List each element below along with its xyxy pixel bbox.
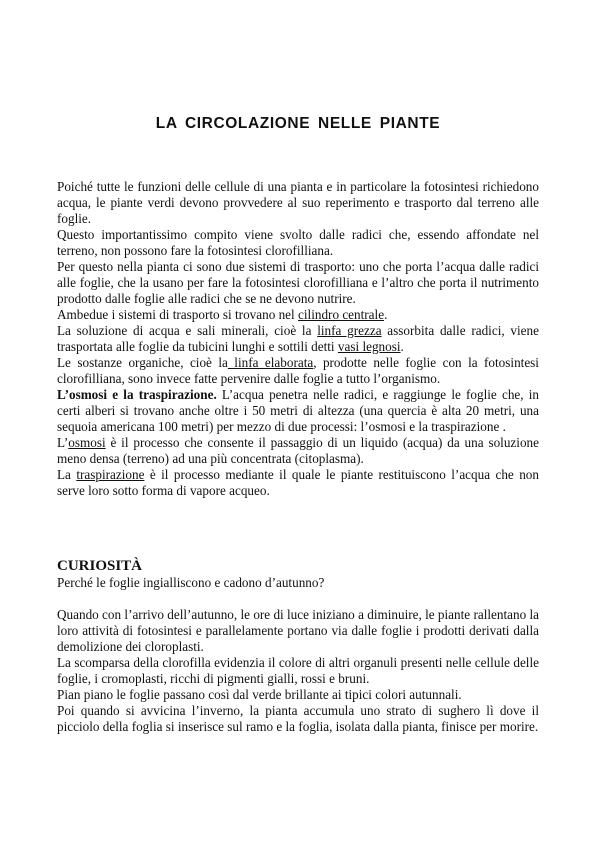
term-linfa-elaborata: linfa elaborata	[227, 355, 314, 370]
text-fragment: è il processo mediante il quale le piante restituiscono l’acqua che non serve loro sotto forma di vapore acqueo.	[57, 467, 539, 498]
paragraph-transport-systems: Per questo nella pianta ci sono due sistemi di trasporto: uno che porta l’acqua dalle radici alle foglie, che la usano per fare la fotosintesi clorofilliana e l’altro che porta il nutrimento prodotto dalle foglie alle radici che se ne devono nutrire.	[57, 259, 539, 306]
curiosita-body	[57, 607, 539, 735]
paragraph-osmosis-transpiration	[57, 387, 539, 435]
text-fragment: assorbita dalle radici, viene trasportata alle foglie da tubicini lunghi e sottili detti	[57, 323, 539, 354]
paragraph-central-cylinder	[57, 307, 539, 323]
text-fragment: Ambedue i sistemi di trasporto si trovano nel	[57, 307, 299, 322]
paragraph-linfa-elaborata	[57, 355, 539, 387]
main-text	[57, 179, 539, 499]
paragraph-roots: Questo importantissimo compito viene svolto dalle radici che, essendo affondate nel terreno, non possono fare la fotosintesi clorofilliana.	[57, 227, 539, 258]
paragraph-traspirazione-definition	[57, 467, 539, 499]
text-fragment: Le sostanze organiche, cioè la	[57, 355, 228, 370]
section-label-osmosi: L’osmosi e la traspirazione.	[57, 387, 217, 402]
paragraph-winter: Poi quando si avvicina l’inverno, la pianta accumula uno strato di sughero lì dove il picciolo della foglia si inserisce sul ramo e la foglia, isolata dalla pianta, finisce per morire.	[57, 703, 539, 734]
section-heading-curiosita: CURIOSITÀ	[57, 558, 143, 574]
text-fragment: .	[384, 307, 388, 322]
paragraph-autumn-light: Quando con l’arrivo dell’autunno, le ore di luce iniziano a diminuire, le piante rallentano la loro attività di fotosintesi e parallelamente portano via dalle foglie i prodotti derivati dalla demolizione dei cloroplasti.	[57, 607, 539, 654]
term-osmosi: osmosi	[68, 435, 106, 450]
paragraph-colors: Pian piano le foglie passano così dal verde brillante ai tipici colori autunnali.	[57, 687, 462, 702]
text-fragment: L’	[57, 435, 69, 450]
curiosita-question	[57, 575, 539, 591]
term-linfa-grezza: linfa grezza	[317, 323, 382, 338]
paragraph-linfa-grezza	[57, 323, 539, 355]
text-fragment: La soluzione di acqua e sali minerali, cioè la	[57, 323, 318, 338]
text-fragment: L’acqua penetra nelle radici, e raggiunge le foglie che, in certi alberi si trovano anche oltre i 50 metri di altezza (una quercia è alta 20 metri, una sequoia americana 100 metri) per mezzo di due processi: l’osmosi e la traspirazione .	[57, 387, 539, 434]
term-cilindro-centrale: cilindro centrale	[298, 307, 385, 322]
page-title: LA CIRCOLAZIONE NELLE PIANTE	[155, 115, 441, 132]
text-fragment: La	[57, 467, 77, 482]
paragraph-osmosi-definition	[57, 435, 539, 467]
question-text: Perché le foglie ingialliscono e cadono d’autunno?	[57, 575, 325, 590]
text-fragment: .	[400, 339, 404, 354]
term-traspirazione: traspirazione	[76, 467, 145, 482]
text-fragment: , prodotte nelle foglie con la fotosintesi clorofilliana, sono invece fatte pervenire dalle foglie a tutto l’organismo.	[57, 355, 539, 386]
text-fragment: è il processo che consente il passaggio di un liquido (acqua) da una soluzione meno densa (terreno) ad una più concentrata (citoplasma).	[57, 435, 539, 466]
paragraph-functions: Poiché tutte le funzioni delle cellule di una pianta e in particolare la fotosintesi richiedono acqua, le piante verdi devono provvedere al suo reperimento e trasporto dal terreno alle foglie.	[57, 179, 539, 226]
term-vasi-legnosi: vasi legnosi	[337, 339, 401, 354]
paragraph-chlorophyll: La scomparsa della clorofilla evidenzia il colore di altri organuli presenti nelle cellule delle foglie, i cromoplasti, ricchi di pigmenti gialli, rossi e bruni.	[57, 655, 539, 686]
